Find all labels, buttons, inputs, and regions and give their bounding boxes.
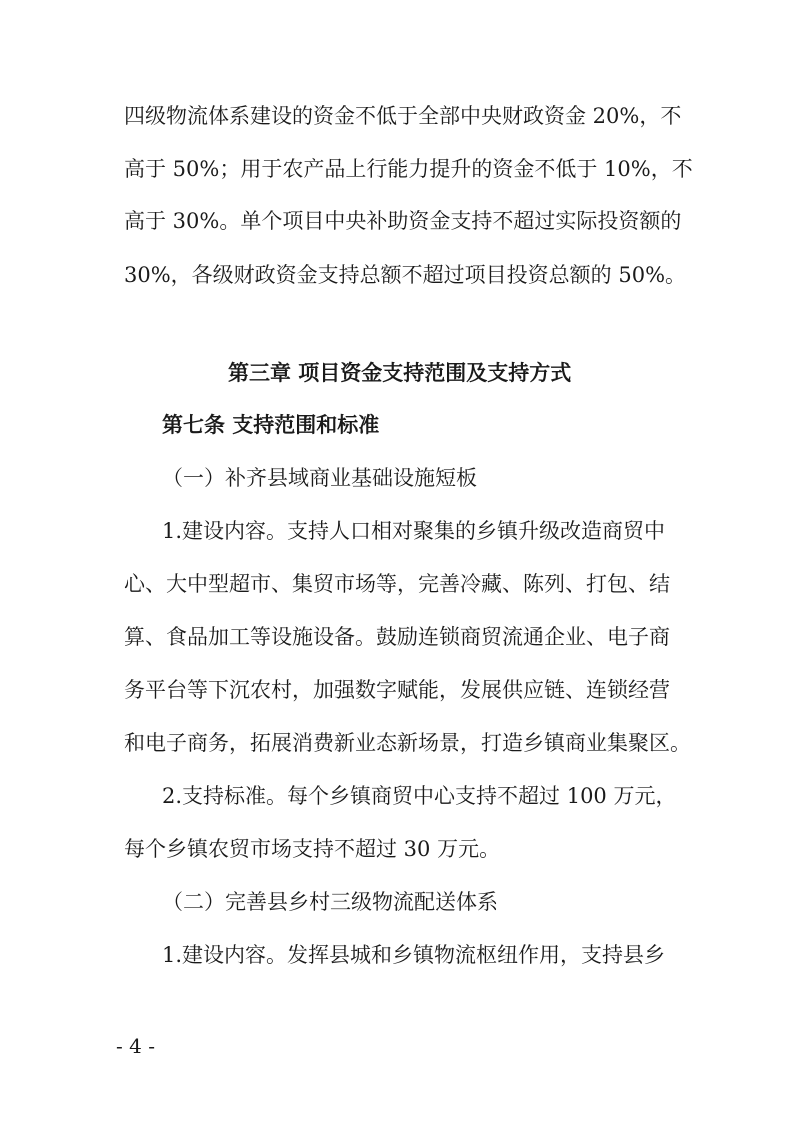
line-text: 1.建设内容。发挥县城和乡镇物流枢纽作用，支持县乡 bbox=[162, 943, 666, 967]
text-line bbox=[0, 257, 793, 293]
article-heading bbox=[0, 407, 793, 443]
line-text: 高于 50%；用于农产品上行能力提升的资金不低于 10%，不 bbox=[124, 157, 693, 181]
section-heading bbox=[0, 884, 793, 920]
text-line bbox=[0, 566, 793, 602]
text-line bbox=[0, 203, 793, 239]
text-line bbox=[0, 151, 793, 187]
chapter-heading bbox=[0, 355, 793, 391]
chapter-title: 第三章 项目资金支持范围及支持方式 bbox=[228, 360, 572, 385]
line-text: 务平台等下沉农村，加强数字赋能，发展供应链、连锁经营 bbox=[124, 678, 670, 702]
line-text: 高于 30%。单个项目中央补助资金支持不超过实际投资额的 bbox=[124, 209, 682, 233]
line-text: 和电子商务，拓展消费新业态新场景，打造乡镇商业集聚区。 bbox=[124, 731, 691, 755]
line-text: 算、食品加工等设施设备。鼓励连锁商贸流通企业、电子商 bbox=[124, 625, 670, 649]
page-number: - 4 - bbox=[116, 1034, 155, 1058]
section-heading bbox=[0, 460, 793, 496]
text-line bbox=[0, 937, 793, 973]
line-text: 四级物流体系建设的资金不低于全部中央财政资金 20%，不 bbox=[124, 104, 682, 128]
text-line bbox=[0, 98, 793, 134]
text-line bbox=[0, 619, 793, 655]
line-text: 30%，各级财政资金支持总额不超过项目投资总额的 50%。 bbox=[124, 263, 687, 287]
line-text: 1.建设内容。支持人口相对聚集的乡镇升级改造商贸中 bbox=[162, 519, 666, 543]
text-line bbox=[0, 831, 793, 867]
article-title: 第七条 支持范围和标准 bbox=[162, 412, 380, 437]
text-line bbox=[0, 672, 793, 708]
section-title: （二）完善县乡村三级物流配送体系 bbox=[162, 890, 498, 914]
line-text: 心、大中型超市、集贸市场等，完善冷藏、陈列、打包、结 bbox=[124, 572, 670, 596]
text-line bbox=[0, 513, 793, 549]
text-line bbox=[0, 778, 793, 814]
line-text: 每个乡镇农贸市场支持不超过 30 万元。 bbox=[124, 837, 501, 861]
text-line bbox=[0, 725, 793, 761]
section-title: （一）补齐县域商业基础设施短板 bbox=[162, 466, 477, 490]
line-text: 2.支持标准。每个乡镇商贸中心支持不超过 100 万元， bbox=[162, 784, 677, 808]
